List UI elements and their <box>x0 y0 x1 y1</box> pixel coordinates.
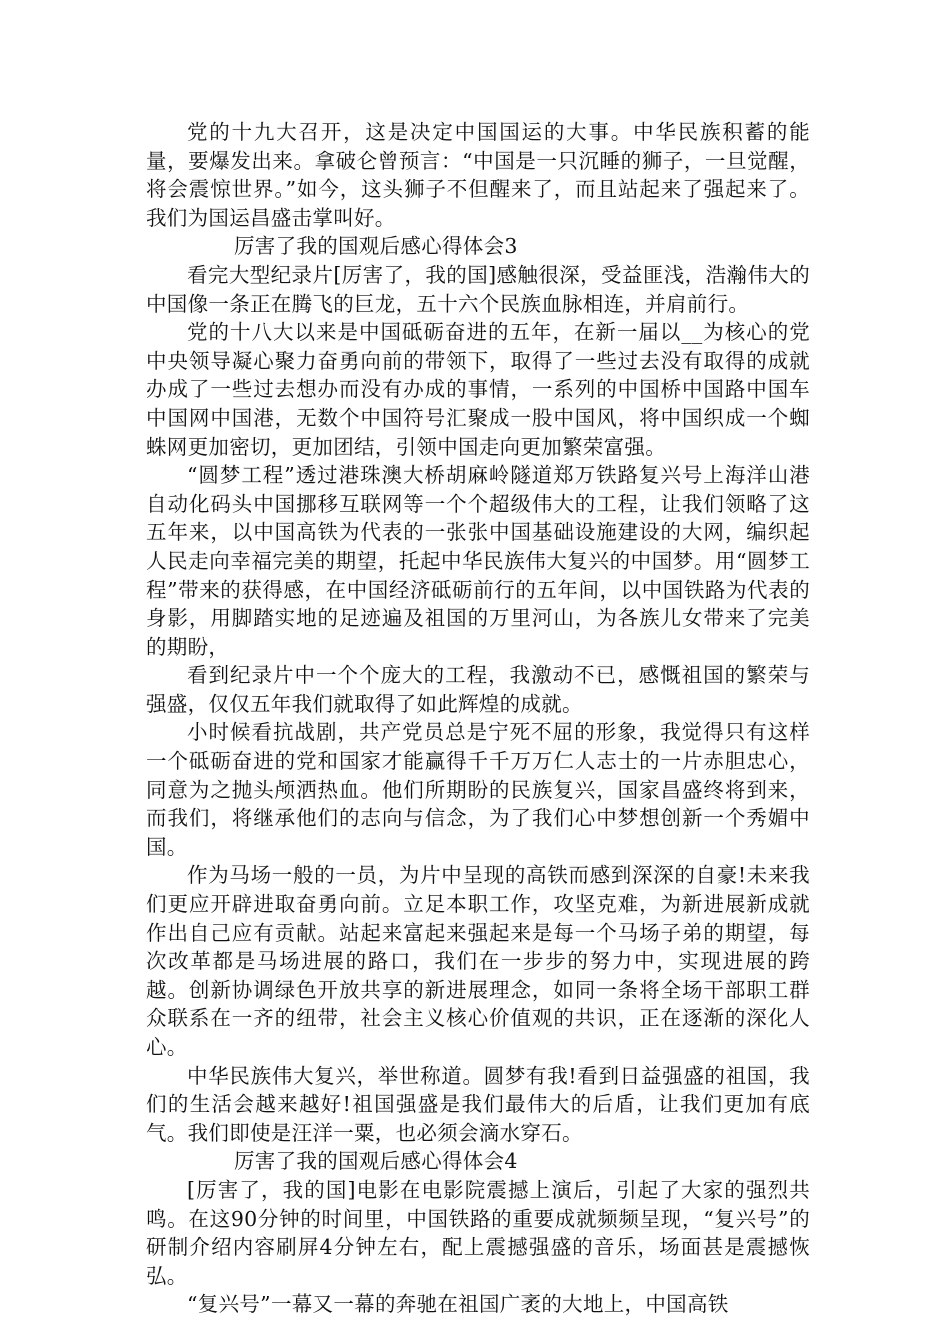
paragraph: 小时候看抗战剧，共产党员总是宁死不屈的形象，我觉得只有这样一个砥砺奋进的党和国家才能赢得千千万万仁人志士的一片赤胆忠心，同意为之抛头颅洒热血。他们所期盼的民族复兴，国家昌盛终将到来，而我们，将继承他们的志向与信念，为了我们心中梦想创新一个秀媚中国。 <box>146 720 810 859</box>
paragraph: 看到纪录片中一个个庞大的工程，我激动不已，感慨祖国的繁荣与强盛，仅仅五年我们就取得了如此辉煌的成就。 <box>146 663 810 716</box>
paragraph: 党的十九大召开，这是决定中国国运的大事。中华民族积蓄的能量，要爆发出来。拿破仑曾预言：“中国是一只沉睡的狮子，一旦觉醒，将会震惊世界。”如今，这头狮子不但醒来了，而且站起来了强起来了。我们为国运昌盛击掌叫好。 <box>146 120 810 230</box>
paragraph: “复兴号”一幕又一幕的奔驰在祖国广袤的大地上，中国高铁 <box>187 1292 729 1317</box>
paragraph: 作为马场一般的一员，为片中呈现的高铁而感到深深的自豪!未来我们更应开辟进取奋勇向前。立足本职工作，攻坚克难，为新进展新成就作出自己应有贡献。站起来富起来强起来是每一个马场子弟的期望，每次改革都是马场进展的路口，我们在一步步的努力中，实现进展的跨越。创新协调绿色开放共享的新进展理念，如同一条将全场干部职工群众联系在一齐的纽带，社会主义核心价值观的共识，正在逐渐的深化人心。 <box>146 863 810 1059</box>
section-heading: 厉害了我的国观后感心得体会3 <box>234 234 518 259</box>
section-heading: 厉害了我的国观后感心得体会4 <box>234 1149 518 1174</box>
paragraph: 看完大型纪录片[厉害了，我的国]感触很深，受益匪浅，浩瀚伟大的中国像一条正在腾飞的巨龙，五十六个民族血脉相连，并肩前行。 <box>146 262 810 316</box>
paragraph: 中华民族伟大复兴，举世称道。圆梦有我!看到日益强盛的祖国，我们的生活会越来越好!祖国强盛是我们最伟大的后盾，让我们更加有底气。我们即使是汪洋一粟，也必须会滴水穿石。 <box>146 1063 810 1145</box>
paragraph: 党的十八大以来是中国砥砺奋进的五年，在新一届以__为核心的党中央领导凝心聚力奋勇向前的带领下，取得了一些过去没有取得的成就办成了一些过去想办而没有办成的事情，一系列的中国桥中国路中国车中国网中国港，无数个中国符号汇聚成一股中国风，将中国织成一个蜘蛛网更加密切，更加团结，引领中国走向更加繁荣富强。 <box>146 320 810 459</box>
paragraph: “圆梦工程”透过港珠澳大桥胡麻岭隧道郑万铁路复兴号上海洋山港自动化码头中国挪移互联网等一个个超级伟大的工程，让我们领略了这五年来，以中国高铁为代表的一张张中国基础设施建设的大网，编织起人民走向幸福完美的期望，托起中华民族伟大复兴的中国梦。用“圆梦工程”带来的获得感，在中国经济砥砺前行的五年间，以中国铁路为代表的身影，用脚踏实地的足迹遍及祖国的万里河山，为各族儿女带来了完美的期盼， <box>146 463 810 659</box>
document-page <box>146 118 810 1319</box>
paragraph: [厉害了，我的国]电影在电影院震撼上演后，引起了大家的强烈共鸣。在这90分钟的时间里，中国铁路的重要成就频频呈现，“复兴号”的研制介绍内容刷屏4分钟左右，配上震撼强盛的音乐，场面甚是震撼恢弘。 <box>146 1177 810 1288</box>
